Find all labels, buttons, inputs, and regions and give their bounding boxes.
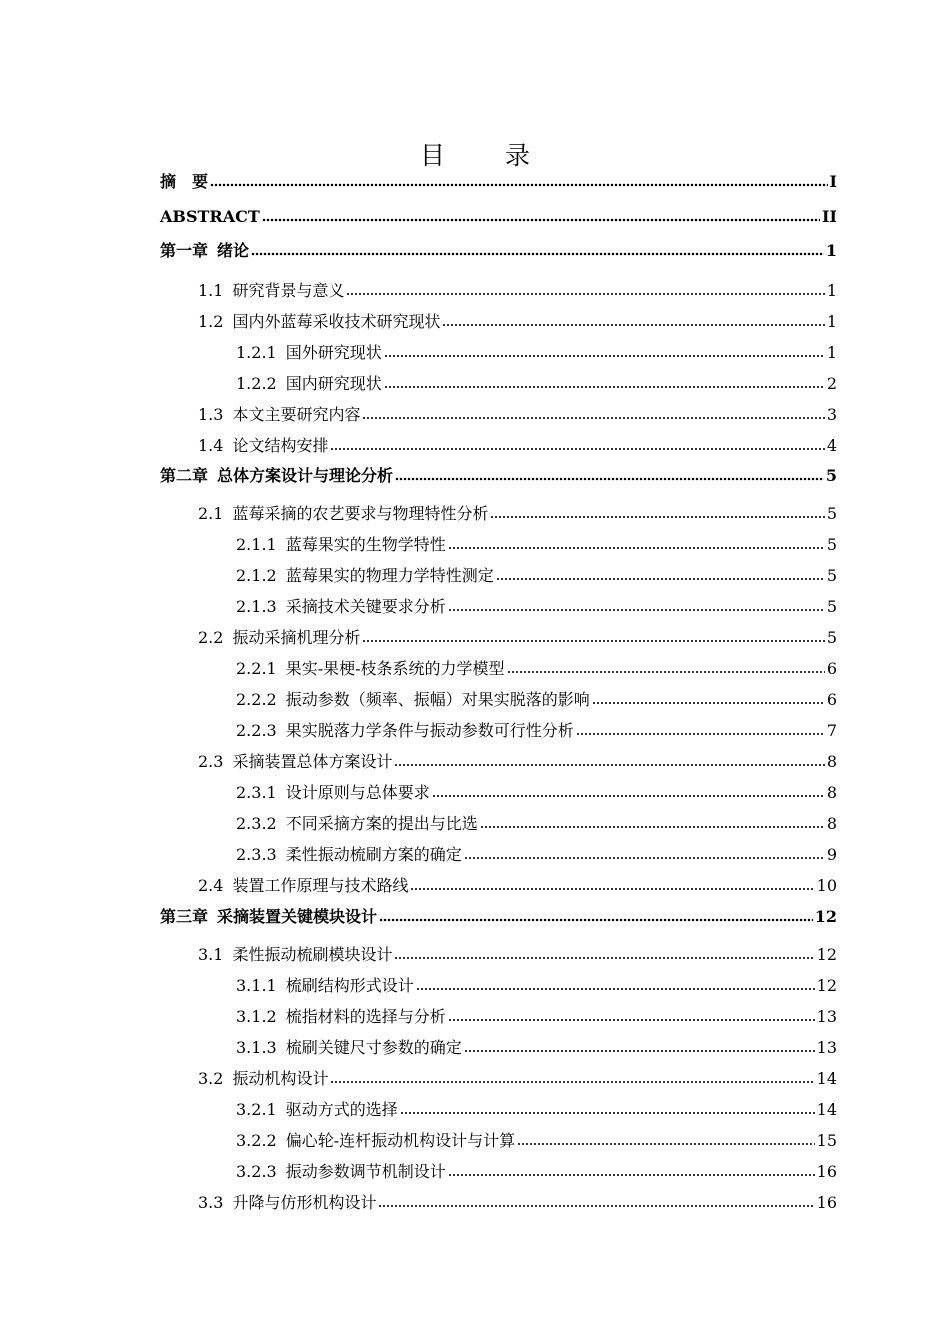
toc-entry-title: ABSTRACT [160, 207, 260, 226]
toc-entry[interactable] [198, 876, 837, 896]
toc-entry-page: 16 [816, 1193, 837, 1212]
toc-entry-page: 5 [825, 466, 837, 485]
toc-entry-page: II [822, 207, 837, 226]
toc-entry[interactable] [236, 976, 837, 996]
dot-leader [378, 1204, 814, 1208]
toc-entry[interactable] [198, 405, 837, 425]
toc-entry-page: 4 [826, 436, 837, 455]
toc-entry[interactable] [198, 752, 837, 772]
toc-entry-page: 12 [816, 976, 837, 995]
toc-entry-number: 2.1.2 [236, 566, 277, 585]
toc-entry[interactable] [236, 343, 837, 363]
toc-entry-page: 8 [826, 783, 837, 802]
toc-entry-number: 2.1.3 [236, 597, 277, 616]
toc-entry[interactable] [198, 504, 837, 524]
dot-leader [448, 546, 825, 550]
toc-entry-number: 2.3.2 [236, 814, 277, 833]
dot-leader [251, 252, 824, 256]
toc-entry[interactable] [236, 659, 837, 679]
dot-leader [592, 701, 825, 705]
toc-entry-title: 蓝莓果实的生物学特性 [285, 535, 446, 554]
dot-leader [507, 670, 825, 674]
toc-entry[interactable] [198, 1193, 837, 1213]
toc-entry[interactable] [160, 172, 837, 192]
toc-entry-number: 2.2.3 [236, 721, 277, 740]
toc-entry-page: 5 [826, 504, 837, 523]
dot-leader [262, 218, 820, 222]
toc-entry-title: 国内外蓝莓采收技术研究现状 [232, 312, 441, 331]
dot-leader [362, 416, 824, 420]
toc-entry-page: 5 [826, 628, 837, 647]
toc-entry-title: 采摘装置关键模块设计 [217, 907, 378, 926]
toc-entry-page: 5 [826, 535, 837, 554]
dot-leader [442, 323, 824, 327]
toc-entry-number: 1.2.2 [236, 374, 277, 393]
dot-leader [496, 577, 825, 581]
toc-entry-title: 柔性振动梳刷方案的确定 [285, 845, 462, 864]
dot-leader [346, 292, 824, 296]
toc-entry-number: 1.2.1 [236, 343, 277, 362]
toc-entry-number: 3.2.1 [236, 1100, 277, 1119]
toc-entry-number: 3.1.3 [236, 1038, 277, 1057]
dot-leader [448, 1018, 815, 1022]
toc-entry[interactable] [236, 374, 837, 394]
toc-entry-title: 梳指材料的选择与分析 [285, 1007, 446, 1026]
toc-entry[interactable] [160, 207, 837, 227]
toc-entry-number: 3.2.3 [236, 1162, 277, 1181]
toc-entry-title: 果实脱落力学条件与振动参数可行性分析 [285, 721, 574, 740]
toc-entry-number: 第一章 [160, 241, 209, 260]
toc-entry-number: 3.1.1 [236, 976, 277, 995]
toc-entry-page: 7 [826, 721, 837, 740]
dot-leader [379, 918, 813, 922]
toc-entry-title: 梳刷结构形式设计 [285, 976, 414, 995]
toc-entry-page: 10 [816, 876, 837, 895]
dot-leader [210, 183, 828, 187]
toc-entry[interactable] [198, 945, 837, 965]
dot-leader [464, 1049, 815, 1053]
toc-entry-title: 柔性振动梳刷模块设计 [232, 945, 393, 964]
toc-entry-title: 采摘技术关键要求分析 [285, 597, 446, 616]
toc-entry-number: 2.1 [198, 504, 224, 523]
toc-entry-page: 14 [816, 1069, 837, 1088]
toc-entry[interactable] [236, 1131, 837, 1151]
toc-entry-number: 2.2.2 [236, 690, 277, 709]
toc-entry-title: 国外研究现状 [285, 343, 382, 362]
toc-entry-number: 2.2 [198, 628, 224, 647]
toc-entry-page: 8 [826, 752, 837, 771]
toc-entry[interactable] [236, 1162, 837, 1182]
toc-entry-page: 15 [816, 1131, 837, 1150]
toc-entry-page: 1 [826, 343, 837, 362]
toc-entry-title: 驱动方式的选择 [285, 1100, 398, 1119]
dot-leader [490, 515, 824, 519]
toc-entry-title: 振动采摘机理分析 [232, 628, 361, 647]
toc-entry-number: 3.1.2 [236, 1007, 277, 1026]
toc-entry-page: 6 [826, 690, 837, 709]
dot-leader [480, 825, 825, 829]
dot-leader [410, 887, 814, 891]
toc-entry-number: 1.1 [198, 281, 224, 300]
toc-entry-title: 绪论 [217, 241, 250, 260]
toc-entry-number: 1.3 [198, 405, 224, 424]
toc-entry-page: 14 [816, 1100, 837, 1119]
toc-entry-title: 国内研究现状 [285, 374, 382, 393]
toc-entry[interactable] [198, 312, 837, 332]
toc-entry-page: 3 [826, 405, 837, 424]
dot-leader [400, 1111, 815, 1115]
toc-entry-number: 2.3 [198, 752, 224, 771]
dot-leader [448, 1173, 815, 1177]
dot-leader [416, 987, 815, 991]
dot-leader [395, 477, 824, 481]
dot-leader [464, 856, 825, 860]
toc-entry[interactable] [160, 241, 837, 261]
toc-entry[interactable] [236, 1038, 837, 1058]
dot-leader [384, 385, 825, 389]
toc-entry[interactable] [236, 814, 837, 834]
toc-entry-page: 1 [825, 241, 837, 260]
toc-entry-page: 2 [826, 374, 837, 393]
toc-entry-page: 8 [826, 814, 837, 833]
dot-leader [384, 354, 825, 358]
toc-entry-number: 3.2.2 [236, 1131, 277, 1150]
toc-entry-page: 12 [816, 945, 837, 964]
toc-entry-title: 装置工作原理与技术路线 [232, 876, 409, 895]
dot-leader [448, 608, 825, 612]
toc-entry-page: 1 [826, 312, 837, 331]
toc-entry-number: 2.3.3 [236, 845, 277, 864]
dot-leader [330, 1080, 814, 1084]
dot-leader [576, 732, 825, 736]
toc-entry-title: 果实-果梗-枝条系统的力学模型 [285, 659, 505, 678]
toc-entry-page: 9 [826, 845, 837, 864]
toc-entry-title: 偏心轮-连杆振动机构设计与计算 [285, 1131, 516, 1150]
toc-entry-title: 采摘装置总体方案设计 [232, 752, 393, 771]
toc-entry-page: 13 [816, 1038, 837, 1057]
toc-entry[interactable] [236, 535, 837, 555]
toc-entry-number: 2.2.1 [236, 659, 277, 678]
toc-entry-number: 3.3 [198, 1193, 224, 1212]
toc-entry-number: 第三章 [160, 907, 209, 926]
dot-leader [394, 956, 814, 960]
toc-entry-number: 1.4 [198, 436, 224, 455]
toc-entry-page: 5 [826, 566, 837, 585]
toc-entry-page: I [829, 172, 837, 191]
toc-entry-number: 1.2 [198, 312, 224, 331]
toc-entry[interactable] [198, 1069, 837, 1089]
toc-entry-number: 2.4 [198, 876, 224, 895]
toc-entry[interactable] [198, 628, 837, 648]
toc-entry[interactable] [198, 436, 837, 456]
dot-leader [432, 794, 825, 798]
toc-entry-title: 摘 要 [160, 172, 209, 191]
toc-entry[interactable] [236, 721, 837, 741]
toc-entry-page: 1 [826, 281, 837, 300]
toc-entry-number: 第二章 [160, 466, 209, 485]
toc-entry-title: 升降与仿形机构设计 [232, 1193, 377, 1212]
dot-leader [394, 763, 824, 767]
toc-entry-title: 蓝莓采摘的农艺要求与物理特性分析 [232, 504, 489, 523]
toc-entry-number: 3.2 [198, 1069, 224, 1088]
dot-leader [330, 447, 824, 451]
toc-entry[interactable] [236, 783, 837, 803]
toc-entry-title: 梳刷关键尺寸参数的确定 [285, 1038, 462, 1057]
dot-leader [362, 639, 824, 643]
toc-entry[interactable] [236, 597, 837, 617]
toc-entry[interactable] [160, 907, 837, 927]
dot-leader [517, 1142, 815, 1146]
toc-entry-title: 振动参数（频率、振幅）对果实脱落的影响 [285, 690, 590, 709]
toc-entry-page: 13 [816, 1007, 837, 1026]
toc-entry-page: 5 [826, 597, 837, 616]
page-title: 目 录 [420, 141, 556, 170]
toc-entry-title: 振动机构设计 [232, 1069, 329, 1088]
toc-entry[interactable] [236, 1100, 837, 1120]
toc-entry-title: 振动参数调节机制设计 [285, 1162, 446, 1181]
toc-entry[interactable] [236, 690, 837, 710]
toc-entry-number: 2.3.1 [236, 783, 277, 802]
toc-entry-page: 6 [826, 659, 837, 678]
toc-entry[interactable] [236, 845, 837, 865]
toc-entry-title: 总体方案设计与理论分析 [217, 466, 394, 485]
toc-entry-title: 设计原则与总体要求 [285, 783, 430, 802]
toc-entry-title: 本文主要研究内容 [232, 405, 361, 424]
toc-entry-number: 2.1.1 [236, 535, 277, 554]
toc-entry[interactable] [160, 466, 837, 486]
toc-entry[interactable] [198, 281, 837, 301]
toc-entry-title: 论文结构安排 [232, 436, 329, 455]
toc-entry-title: 不同采摘方案的提出与比选 [285, 814, 478, 833]
toc-entry-page: 16 [816, 1162, 837, 1181]
toc-entry[interactable] [236, 566, 837, 586]
toc-entry-title: 研究背景与意义 [232, 281, 345, 300]
toc-entry-title: 蓝莓果实的物理力学特性测定 [285, 566, 494, 585]
toc-entry-number: 3.1 [198, 945, 224, 964]
toc-entry[interactable] [236, 1007, 837, 1027]
toc-entry-page: 12 [814, 907, 837, 926]
